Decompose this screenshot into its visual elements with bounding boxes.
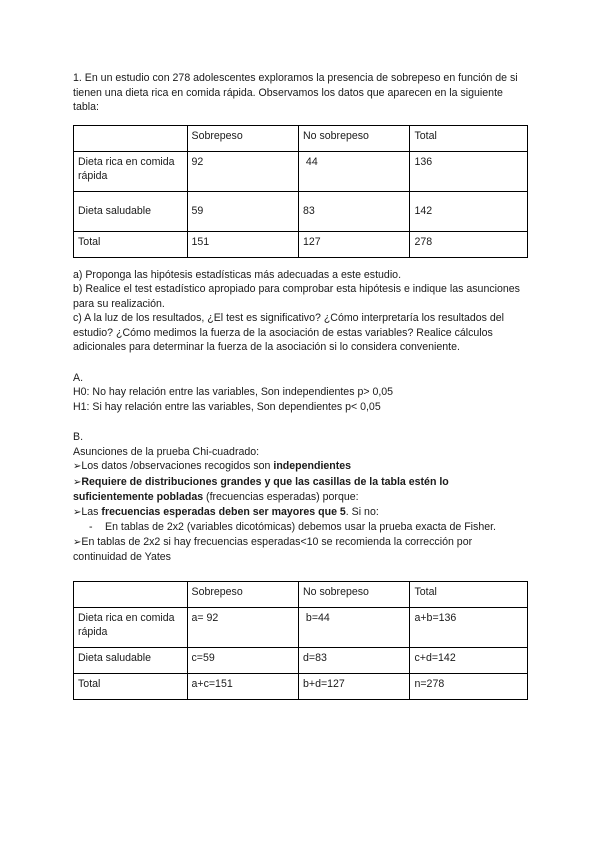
table-cell: 127 — [298, 231, 409, 257]
contingency-table — [73, 125, 528, 258]
section-b-heading: B. — [73, 431, 84, 443]
table-cell: a+c=151 — [187, 673, 298, 699]
table-row — [74, 647, 528, 673]
table-cell: c+d=142 — [410, 647, 528, 673]
table-cell: d=83 — [298, 647, 409, 673]
task-c: c) A la luz de los resultados, ¿El test es significativo? ¿Cómo interpretaría los resultados del estudio? ¿Cómo medimos la fuerza de la asociación de estas variables? Realice cálculos adicionales para determinar la fuerza de la asociación si lo considera conveniente. — [73, 312, 505, 353]
table-cell: c=59 — [187, 647, 298, 673]
arrow-bullet-icon: ➢ — [73, 536, 82, 548]
assumption-subitem: - En tablas de 2x2 (variables dicotómicas) debemos usar la prueba exacta de Fisher. — [89, 521, 497, 533]
assumption-item: ➢En tablas de 2x2 si hay frecuencias esperadas<10 se recomienda la corrección por continuidad de Yates — [73, 535, 473, 563]
table-cell: Dieta saludable — [74, 191, 188, 231]
null-hypothesis: H0: No hay relación entre las variables, Son independientes p> 0,05 — [73, 386, 394, 398]
table-header-row — [74, 581, 528, 607]
table-cell: n=278 — [410, 673, 528, 699]
table-cell: Total — [74, 673, 188, 699]
table-header-row — [74, 125, 528, 151]
table-row — [74, 673, 528, 699]
arrow-bullet-icon: ➢ — [73, 476, 82, 488]
assumptions-title: Asunciones de la prueba Chi-cuadrado: — [73, 445, 260, 458]
document-page — [73, 71, 528, 700]
table-cell: 92 — [187, 151, 298, 191]
table-cell: 278 — [410, 231, 528, 257]
table-cell: b=44 — [298, 607, 409, 647]
table-cell: 142 — [410, 191, 528, 231]
table-header-cell: Sobrepeso — [187, 581, 298, 607]
table-cell: Total — [74, 231, 188, 257]
table-header-cell: No sobrepeso — [298, 125, 409, 151]
table-header-cell — [74, 125, 188, 151]
table-row — [74, 191, 528, 231]
table-cell: 151 — [187, 231, 298, 257]
table-row — [74, 231, 528, 257]
table-cell: 83 — [298, 191, 409, 231]
assumption-item: ➢Los datos /observaciones recogidos son independientes — [73, 460, 352, 472]
table-row — [74, 151, 528, 191]
assumption-item: ➢Requiere de distribuciones grandes y que las casillas de la tabla estén lo suficientemente pobladas (frecuencias esperadas) porque: — [73, 475, 449, 503]
table-cell: 59 — [187, 191, 298, 231]
table-cell: b+d=127 — [298, 673, 409, 699]
alt-hypothesis: H1: Si hay relación entre las variables, Son dependientes p< 0,05 — [73, 400, 381, 413]
table-cell: 136 — [410, 151, 528, 191]
assumption-item: ➢Las frecuencias esperadas deben ser mayores que 5. Si no: — [73, 505, 379, 518]
table-row — [74, 607, 528, 647]
table-header-cell — [74, 581, 188, 607]
arrow-bullet-icon: ➢ — [73, 461, 82, 472]
task-a: a) Proponga las hipótesis estadísticas más adecuadas a este estudio. — [73, 268, 402, 281]
table-cell: Dieta rica en comida rápida — [74, 151, 188, 191]
question-intro: 1. En un estudio con 278 adolescentes exploramos la presencia de sobrepeso en función de si tienen una dieta rica en comida rápida. Observamos los datos que aparecen en la siguiente tabla: — [73, 72, 518, 113]
labeled-contingency-table — [73, 581, 528, 700]
table-header-cell: No sobrepeso — [298, 581, 409, 607]
table-header-cell: Total — [410, 581, 528, 607]
arrow-bullet-icon: ➢ — [73, 506, 82, 518]
task-b: b) Realice el test estadístico apropiado para comprobar esta hipótesis e indique las asunciones para su realización. — [73, 283, 520, 310]
table-cell: Dieta saludable — [74, 647, 188, 673]
dash-bullet-icon: - — [89, 521, 93, 533]
table-header-cell: Sobrepeso — [187, 125, 298, 151]
table-cell: a+b=136 — [410, 607, 528, 647]
table-header-cell: Total — [410, 125, 528, 151]
table-cell: Dieta rica en comida rápida — [74, 607, 188, 647]
table-cell: 44 — [298, 151, 409, 191]
table-cell: a= 92 — [187, 607, 298, 647]
section-a-heading: A. — [73, 371, 84, 384]
